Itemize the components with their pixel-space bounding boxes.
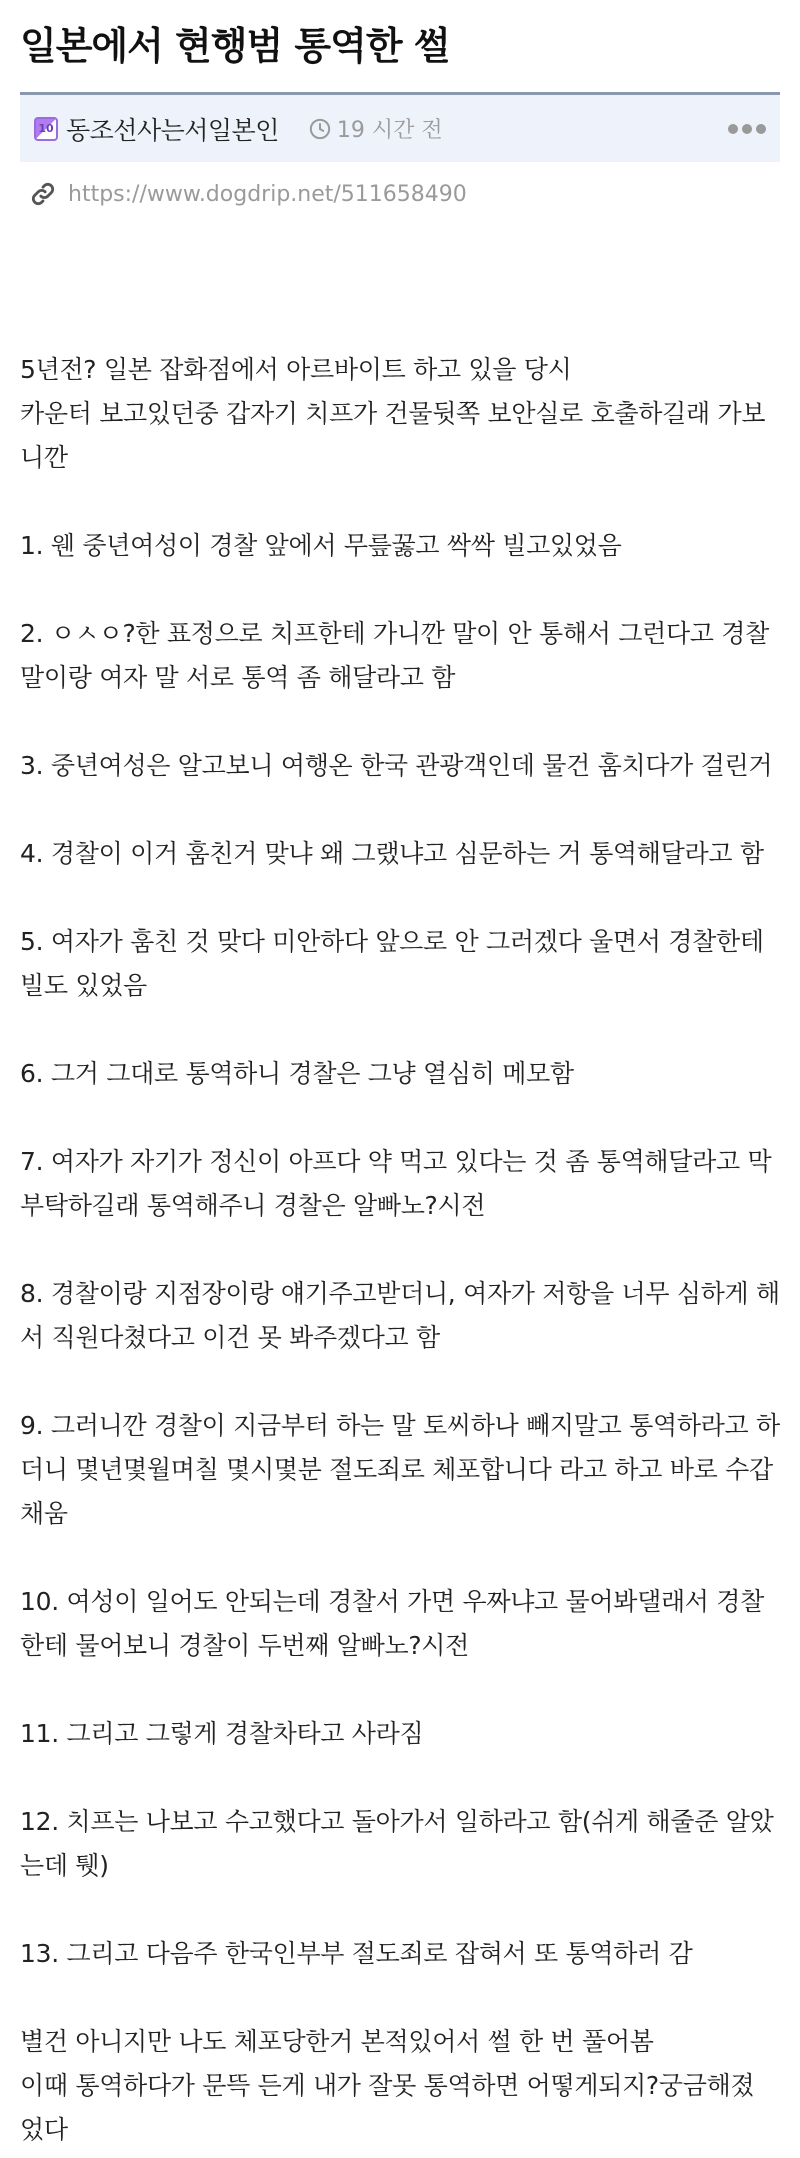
post-time xyxy=(309,113,443,144)
body-paragraph xyxy=(20,832,780,876)
body-paragraph xyxy=(20,744,780,788)
post-meta-bar xyxy=(20,92,780,162)
body-line: 12. 치프는 나보고 수고했다고 돌아가서 일하라고 함(쉬게 해줄준 알았 xyxy=(20,1807,774,1836)
post-url-link[interactable]: https://www.dogdrip.net/511658490 xyxy=(68,181,467,207)
body-paragraph xyxy=(20,920,780,1008)
body-line: 2. ㅇㅅㅇ?한 표정으로 치프한테 가니깐 말이 안 통해서 그런다고 경찰 xyxy=(20,619,769,648)
body-line: 는데 퉷) xyxy=(20,1851,109,1880)
body-line: 이때 통역하다가 문뜩 든게 내가 잘못 통역하면 어떻게되지?궁금해졌 xyxy=(20,2071,755,2100)
body-line: 3. 중년여성은 알고보니 여행온 한국 관광객인데 물건 훔치다가 걸린거 xyxy=(20,751,773,780)
body-line: 빌도 있었음 xyxy=(20,971,147,1000)
post-title: 일본에서 현행범 통역한 썰 xyxy=(20,24,450,68)
body-line: 말이랑 여자 말 서로 통역 좀 해달라고 함 xyxy=(20,663,456,692)
post-time-text: 19 시간 전 xyxy=(336,118,443,143)
post-body xyxy=(20,226,780,2152)
author-name[interactable]: 동조선사는서일본인 xyxy=(66,115,279,145)
body-line: 9. 그러니깐 경찰이 지금부터 하는 말 토씨하나 빼지말고 통역하라고 하 xyxy=(20,1411,780,1440)
body-line: 5. 여자가 훔친 것 맞다 미안하다 앞으로 안 그러겠다 울면서 경찰한테 xyxy=(20,927,764,956)
body-paragraph xyxy=(20,524,780,568)
body-paragraph xyxy=(20,1140,780,1228)
body-line: 채움 xyxy=(20,1499,68,1528)
more-dots-icon xyxy=(756,124,766,134)
body-paragraph xyxy=(20,1712,780,1756)
body-line: 5년전? 일본 잡화점에서 아르바이트 하고 있을 당시 xyxy=(20,355,572,384)
body-paragraph xyxy=(20,2020,780,2152)
body-paragraph xyxy=(20,1404,780,1536)
body-line: 부탁하길래 통역해주니 경찰은 알빠노?시전 xyxy=(20,1191,486,1220)
body-paragraph xyxy=(20,1580,780,1668)
clock-icon xyxy=(309,118,331,140)
post-url-row[interactable] xyxy=(20,162,780,226)
more-options-button[interactable] xyxy=(728,124,766,134)
body-line: 서 직원다쳤다고 이건 못 봐주겠다고 함 xyxy=(20,1323,440,1352)
body-line: 10. 여성이 일어도 안되는데 경찰서 가면 우짜냐고 물어봐댈래서 경찰 xyxy=(20,1587,764,1616)
body-line: 더니 몇년몇월며칠 몇시몇분 절도죄로 체포합니다 라고 하고 바로 수갑 xyxy=(20,1455,773,1484)
body-line: 8. 경찰이랑 지점장이랑 얘기주고받더니, 여자가 저항을 너무 심하게 해 xyxy=(20,1279,780,1308)
body-line: 한테 물어보니 경찰이 두번째 알빠노?시전 xyxy=(20,1631,470,1660)
body-line: 7. 여자가 자기가 정신이 아프다 약 먹고 있다는 것 좀 통역해달라고 막 xyxy=(20,1147,772,1176)
more-dots-icon xyxy=(728,124,738,134)
body-line: 11. 그리고 그렇게 경찰차타고 사라짐 xyxy=(20,1719,424,1748)
body-paragraph xyxy=(20,1932,780,1976)
body-line: 4. 경찰이 이거 훔친거 맞냐 왜 그랬냐고 심문하는 거 통역해달라고 함 xyxy=(20,839,764,868)
body-paragraph xyxy=(20,348,780,480)
body-paragraph xyxy=(20,612,780,700)
link-icon xyxy=(30,181,56,207)
body-line: 니깐 xyxy=(20,443,68,472)
body-paragraph xyxy=(20,1800,780,1888)
more-dots-icon xyxy=(742,124,752,134)
body-line: 6. 그거 그대로 통역하니 경찰은 그냥 열심히 메모함 xyxy=(20,1059,574,1088)
body-line: 카운터 보고있던중 갑자기 치프가 건물뒷쪽 보안실로 호출하길래 가보 xyxy=(20,399,766,428)
body-line: 었다 xyxy=(20,2115,68,2144)
body-line: 별건 아니지만 나도 체포당한거 본적있어서 썰 한 번 풀어봄 xyxy=(20,2027,654,2056)
body-line: 1. 웬 중년여성이 경찰 앞에서 무릎꿇고 싹싹 빌고있었음 xyxy=(20,531,622,560)
body-paragraph xyxy=(20,1052,780,1096)
level-badge-icon: 10 xyxy=(34,117,58,141)
body-line: 13. 그리고 다음주 한국인부부 절도죄로 잡혀서 또 통역하러 감 xyxy=(20,1939,693,1968)
body-paragraph xyxy=(20,1272,780,1360)
